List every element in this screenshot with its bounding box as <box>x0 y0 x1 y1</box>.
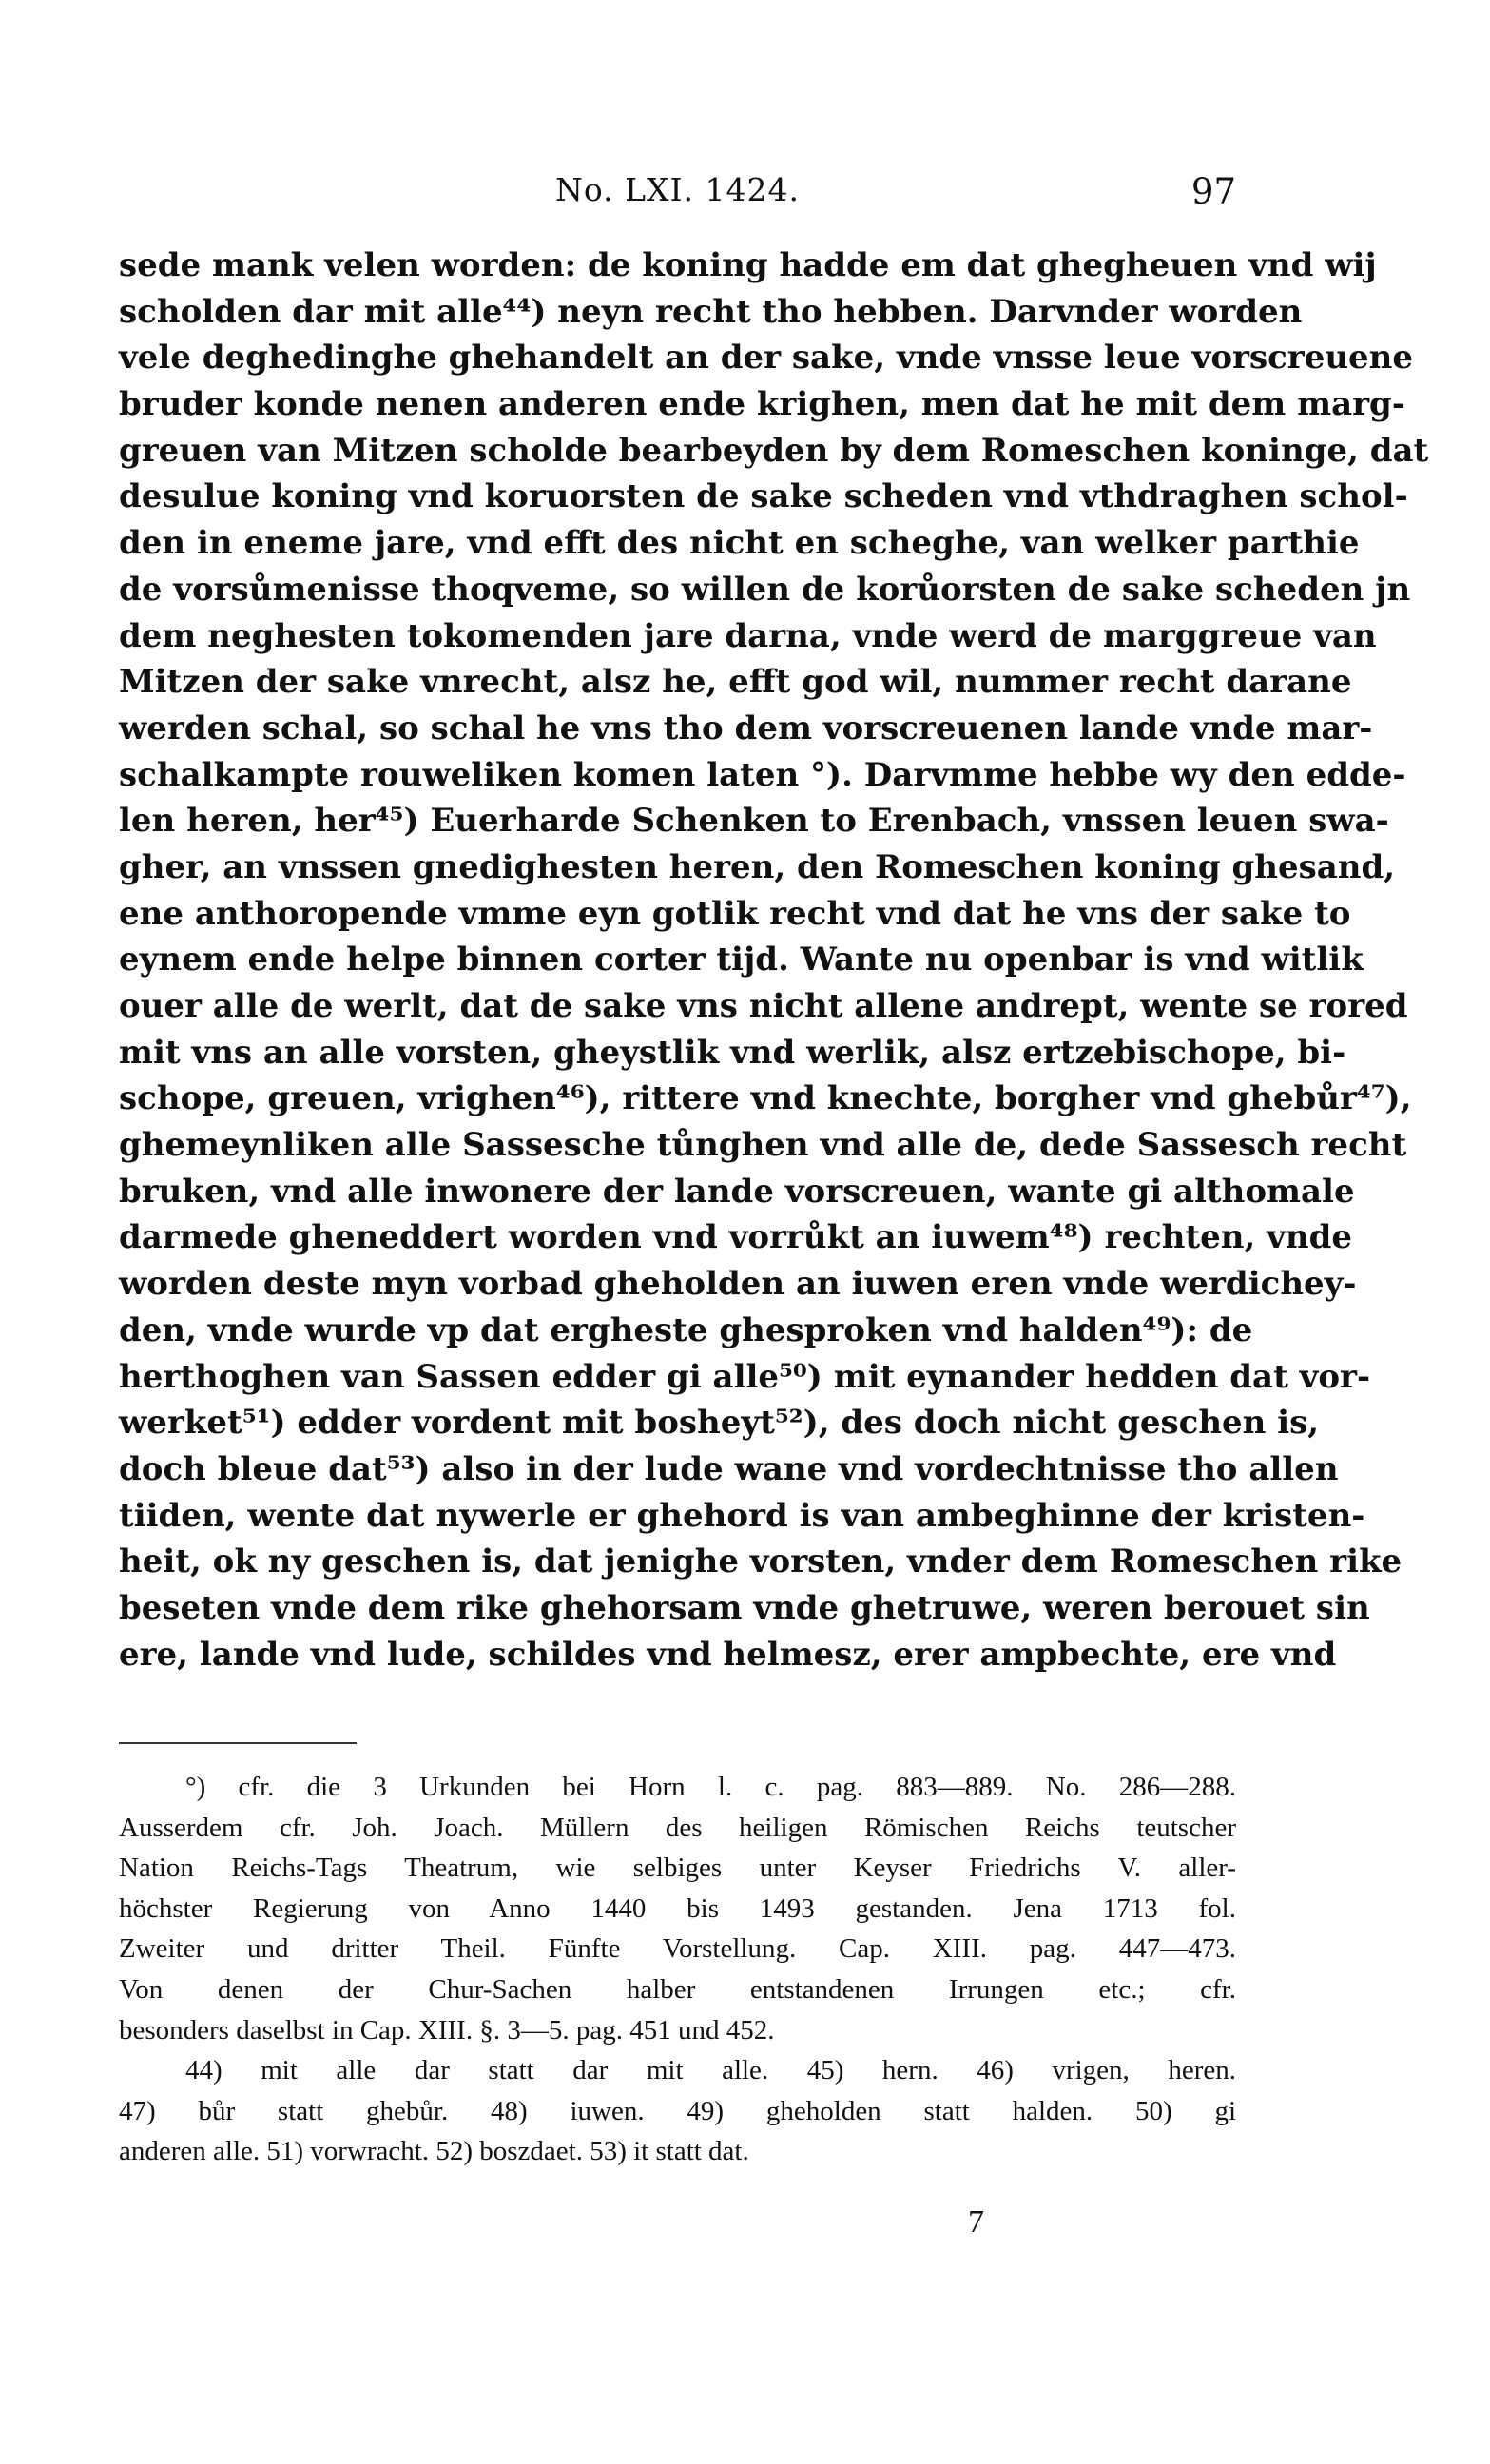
text-line: mit vns an alle vorsten, gheystlik vnd werlik, alsz ertzebischope, bi- <box>119 1033 1346 1072</box>
text-line: darmede gheneddert worden vnd vorrůkt an iuwem⁴⁸) rechten, vnde <box>119 1218 1353 1257</box>
text-line: den, vnde wurde vp dat ergheste ghesproken vnd halden⁴⁹): de <box>119 1310 1253 1349</box>
main-text <box>119 243 1429 1678</box>
footnote-line: Von denen der Chur-Sachen halber entstandenen Irrungen etc.; cfr. <box>119 1973 1236 2005</box>
signature-mark: 7 <box>968 2204 984 2240</box>
running-title: No. LXI. 1424. <box>554 171 801 208</box>
text-line: sede mank velen worden: de koning hadde em dat ghegheuen vnd wij <box>119 246 1377 284</box>
footnote-line: Ausserdem cfr. Joh. Joach. Müllern des heiligen Römischen Reichs teutscher <box>119 1812 1236 1843</box>
text-line: vele deghedinghe ghehandelt an der sake, vnde vnsse leue vorscreuene <box>119 339 1414 378</box>
text-line: Mitzen der sake vnrecht, alsz he, efft god wil, nummer recht darane <box>119 663 1352 702</box>
text-line: greuen van Mitzen scholde bearbeyden by dem Romeschen koninge, dat <box>119 431 1429 470</box>
text-line: de vorsůmenisse thoqveme, so willen de korůorsten de sake scheden jn <box>119 570 1411 609</box>
text-line: eynem ende helpe binnen corter tijd. Wante nu openbar is vnd witlik <box>119 941 1364 980</box>
text-line: doch bleue dat⁵³) also in der lude wane vnd vordechtnisse tho allen <box>119 1449 1339 1488</box>
text-line: werket⁵¹) edder vordent mit bosheyt⁵²), des doch nicht geschen is, <box>119 1404 1320 1443</box>
text-line: ene anthoropende vmme eyn gotlik recht vnd dat he vns der sake to <box>119 894 1351 933</box>
footnote-rule <box>119 1742 357 1744</box>
text-line: desulue koning vnd koruorsten de sake scheden vnd vthdraghen schol- <box>119 477 1408 516</box>
text-line: len heren, her⁴⁵) Euerharde Schenken to Erenbach, vnssen leuen swa- <box>119 802 1389 841</box>
text-line: bruder konde nenen anderen ende krighen, men dat he mit dem marg- <box>119 385 1405 424</box>
text-line: tiiden, wente dat nywerle er ghehord is van ambeghinne der kristen- <box>119 1496 1365 1535</box>
text-line: herthoghen van Sassen edder gi alle⁵⁰) mit eynander hedden dat vor- <box>119 1357 1371 1396</box>
text-line: worden deste myn vorbad gheholden an iuwen eren vnde werdichey- <box>119 1265 1357 1304</box>
page-number: 97 <box>1190 171 1236 212</box>
page-header <box>119 171 1236 219</box>
text-line: ouer alle de werlt, dat de sake vns nicht allene andrept, wente se rored <box>119 987 1408 1025</box>
text-line: scholden dar mit alle⁴⁴) neyn recht tho hebben. Darvnder worden <box>119 292 1303 331</box>
footnote-line: besonders daselbst in Cap. XIII. §. 3—5. pag. 451 und 452. <box>119 2014 775 2046</box>
footnote-line: °) cfr. die 3 Urkunden bei Horn l. c. pag. 883—889. No. 286—288. <box>185 1772 1236 1802</box>
text-line: schope, greuen, vrighen⁴⁶), rittere vnd knechte, borgher vnd ghebůr⁴⁷), <box>119 1079 1412 1118</box>
text-line: beseten vnde dem rike ghehorsam vnde ghetruwe, weren berouet sin <box>119 1588 1370 1627</box>
footnote-line: höchster Regierung von Anno 1440 bis 1493 gestanden. Jena 1713 fol. <box>119 1892 1236 1924</box>
text-line: ere, lande vnd lude, schildes vnd helmesz, erer ampbechte, ere vnd <box>119 1635 1337 1674</box>
text-line: bruken, vnd alle inwonere der lande vorscreuen, wante gi althomale <box>119 1172 1355 1211</box>
footnote-line: 47) bůr statt ghebůr. 48) iuwen. 49) gheholden statt halden. 50) gi <box>119 2095 1236 2126</box>
text-line: dem neghesten tokomenden jare darna, vnde werd de marggreue van <box>119 616 1377 655</box>
footnote-line: Nation Reichs-Tags Theatrum, wie selbiges unter Keyser Friedrichs V. aller- <box>119 1853 1236 1884</box>
text-line: den in eneme jare, vnd efft des nicht en scheghe, van welker parthie <box>119 524 1360 563</box>
footnote-line: anderen alle. 51) vorwracht. 52) boszdaet. 53) it statt dat. <box>119 2136 749 2167</box>
footnote-line: Zweiter und dritter Theil. Fünfte Vorstellung. Cap. XIII. pag. 447—473. <box>119 1933 1236 1965</box>
text-line: gher, an vnssen gnedighesten heren, den Romeschen koning ghesand, <box>119 847 1396 886</box>
footnotes <box>119 1767 1236 2172</box>
text-line: ghemeynliken alle Sassesche tůnghen vnd alle de, dede Sassesch recht <box>119 1126 1407 1165</box>
text-line: heit, ok ny geschen is, dat jenighe vorsten, vnder dem Romeschen rike <box>119 1542 1403 1581</box>
text-line: werden schal, so schal he vns tho dem vorscreuenen lande vnde mar- <box>119 708 1373 747</box>
text-line: schalkampte rouweliken komen laten °). Darvmme hebbe wy den edde- <box>119 755 1406 794</box>
footnote-line: 44) mit alle dar statt dar mit alle. 45) hern. 46) vrigen, heren. <box>185 2055 1236 2086</box>
